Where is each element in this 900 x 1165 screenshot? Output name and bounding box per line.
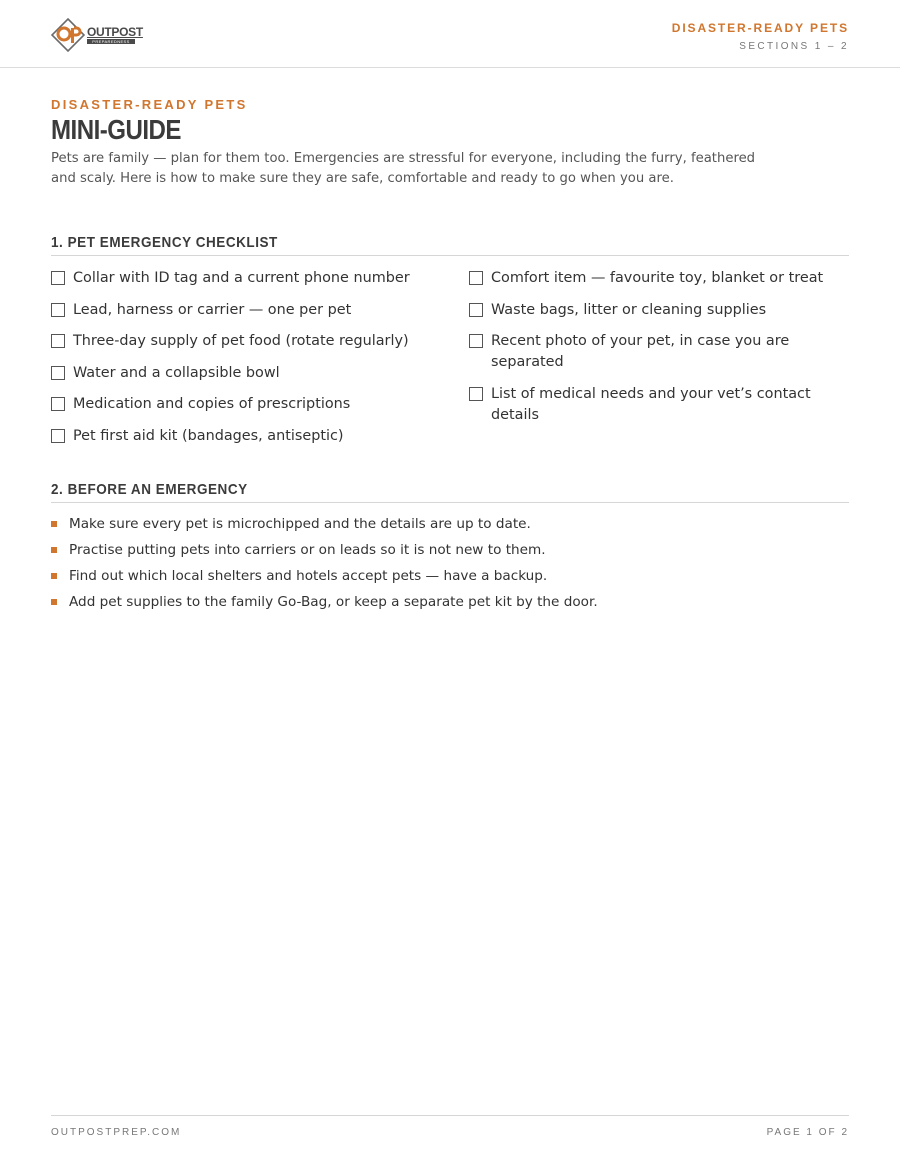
before-emergency-list <box>51 514 849 618</box>
checkbox[interactable] <box>469 334 483 348</box>
checklist-item-text: Three-day supply of pet food (rotate regularly) <box>73 333 409 349</box>
checklist-item-text: Comfort item — favourite toy, blanket or treat <box>491 270 824 286</box>
square-bullet-icon <box>51 599 57 605</box>
list-item <box>51 514 849 534</box>
checklist-item <box>469 268 849 289</box>
checkbox[interactable] <box>51 366 65 380</box>
checkbox[interactable] <box>469 271 483 285</box>
checklist-item <box>51 394 431 415</box>
checklist-item <box>469 300 849 321</box>
list-item <box>51 592 849 612</box>
list-item <box>51 540 849 560</box>
square-bullet-icon <box>51 573 57 579</box>
checklist-right-column <box>469 268 849 436</box>
header-title: DISASTER-READY PETS <box>671 21 849 35</box>
checklist-item-text: Recent photo of your pet, in case you are separated <box>491 333 790 370</box>
checkbox[interactable] <box>51 271 65 285</box>
list-item-text: Practise putting pets into carriers or on leads so it is not new to them. <box>69 542 546 558</box>
checkbox[interactable] <box>469 303 483 317</box>
footer-page-number: PAGE 1 OF 2 <box>766 1127 849 1138</box>
list-item <box>51 566 849 586</box>
brand-logo[interactable] <box>51 18 143 52</box>
checkbox[interactable] <box>51 334 65 348</box>
checklist-item-text: Medication and copies of prescriptions <box>73 396 351 412</box>
checklist-item-text: Water and a collapsible bowl <box>73 364 280 381</box>
intro-paragraph: Pets are family — plan for them too. Emergencies are stressful for everyone, including the furry, feathered and scaly. Here is how to make sure they are safe, comfortable and ready to go when you are. <box>51 151 756 186</box>
checklist-item <box>51 363 431 384</box>
footer-divider <box>51 1115 849 1116</box>
section-heading-before <box>51 479 849 503</box>
list-item-text: Make sure every pet is microchipped and the details are up to date. <box>69 516 531 532</box>
outpost-diamond-logo-icon <box>51 18 85 52</box>
square-bullet-icon <box>51 547 57 553</box>
list-item-text: Add pet supplies to the family Go-Bag, or keep a separate pet kit by the door. <box>69 594 598 610</box>
checklist-left-column <box>51 268 431 457</box>
checkbox[interactable] <box>51 303 65 317</box>
checkbox[interactable] <box>51 397 65 411</box>
checklist-item <box>469 331 849 373</box>
section-heading-before-text: 2. BEFORE AN EMERGENCY <box>51 481 248 498</box>
logo-monogram: OP <box>51 18 53 19</box>
checklist-item-text: Pet first aid kit (bandages, antiseptic) <box>73 427 344 444</box>
checklist-item <box>51 300 431 321</box>
checklist-item-text: Waste bags, litter or cleaning supplies <box>491 301 767 318</box>
checklist-item-text: List of medical needs and your vet’s contact details <box>491 385 811 423</box>
page-header <box>0 0 900 68</box>
logo-tagline: PREPAREDNESS <box>87 39 135 44</box>
checklist-item <box>51 268 431 289</box>
logo-wordmark <box>87 26 143 44</box>
logo-name: OUTPOST <box>87 25 143 39</box>
eyebrow-label: DISASTER-READY PETS <box>51 97 248 112</box>
checklist-item <box>51 331 431 352</box>
checkbox[interactable] <box>469 387 483 401</box>
header-subtitle: SECTIONS 1 – 2 <box>739 41 849 52</box>
checklist-item-text: Collar with ID tag and a current phone number <box>73 270 410 286</box>
list-item-text: Find out which local shelters and hotels accept pets — have a backup. <box>69 568 548 584</box>
checklist-item-text: Lead, harness or carrier — one per pet <box>73 301 352 318</box>
section-heading-checklist-text: 1. PET EMERGENCY CHECKLIST <box>51 234 278 251</box>
section-heading-checklist <box>51 232 849 256</box>
square-bullet-icon <box>51 521 57 527</box>
checklist-item <box>51 426 431 447</box>
page-title: MINI-GUIDE <box>51 114 181 145</box>
footer-website-link[interactable]: OUTPOSTPREP.COM <box>51 1127 182 1138</box>
checkbox[interactable] <box>51 429 65 443</box>
checklist-item <box>469 384 849 426</box>
